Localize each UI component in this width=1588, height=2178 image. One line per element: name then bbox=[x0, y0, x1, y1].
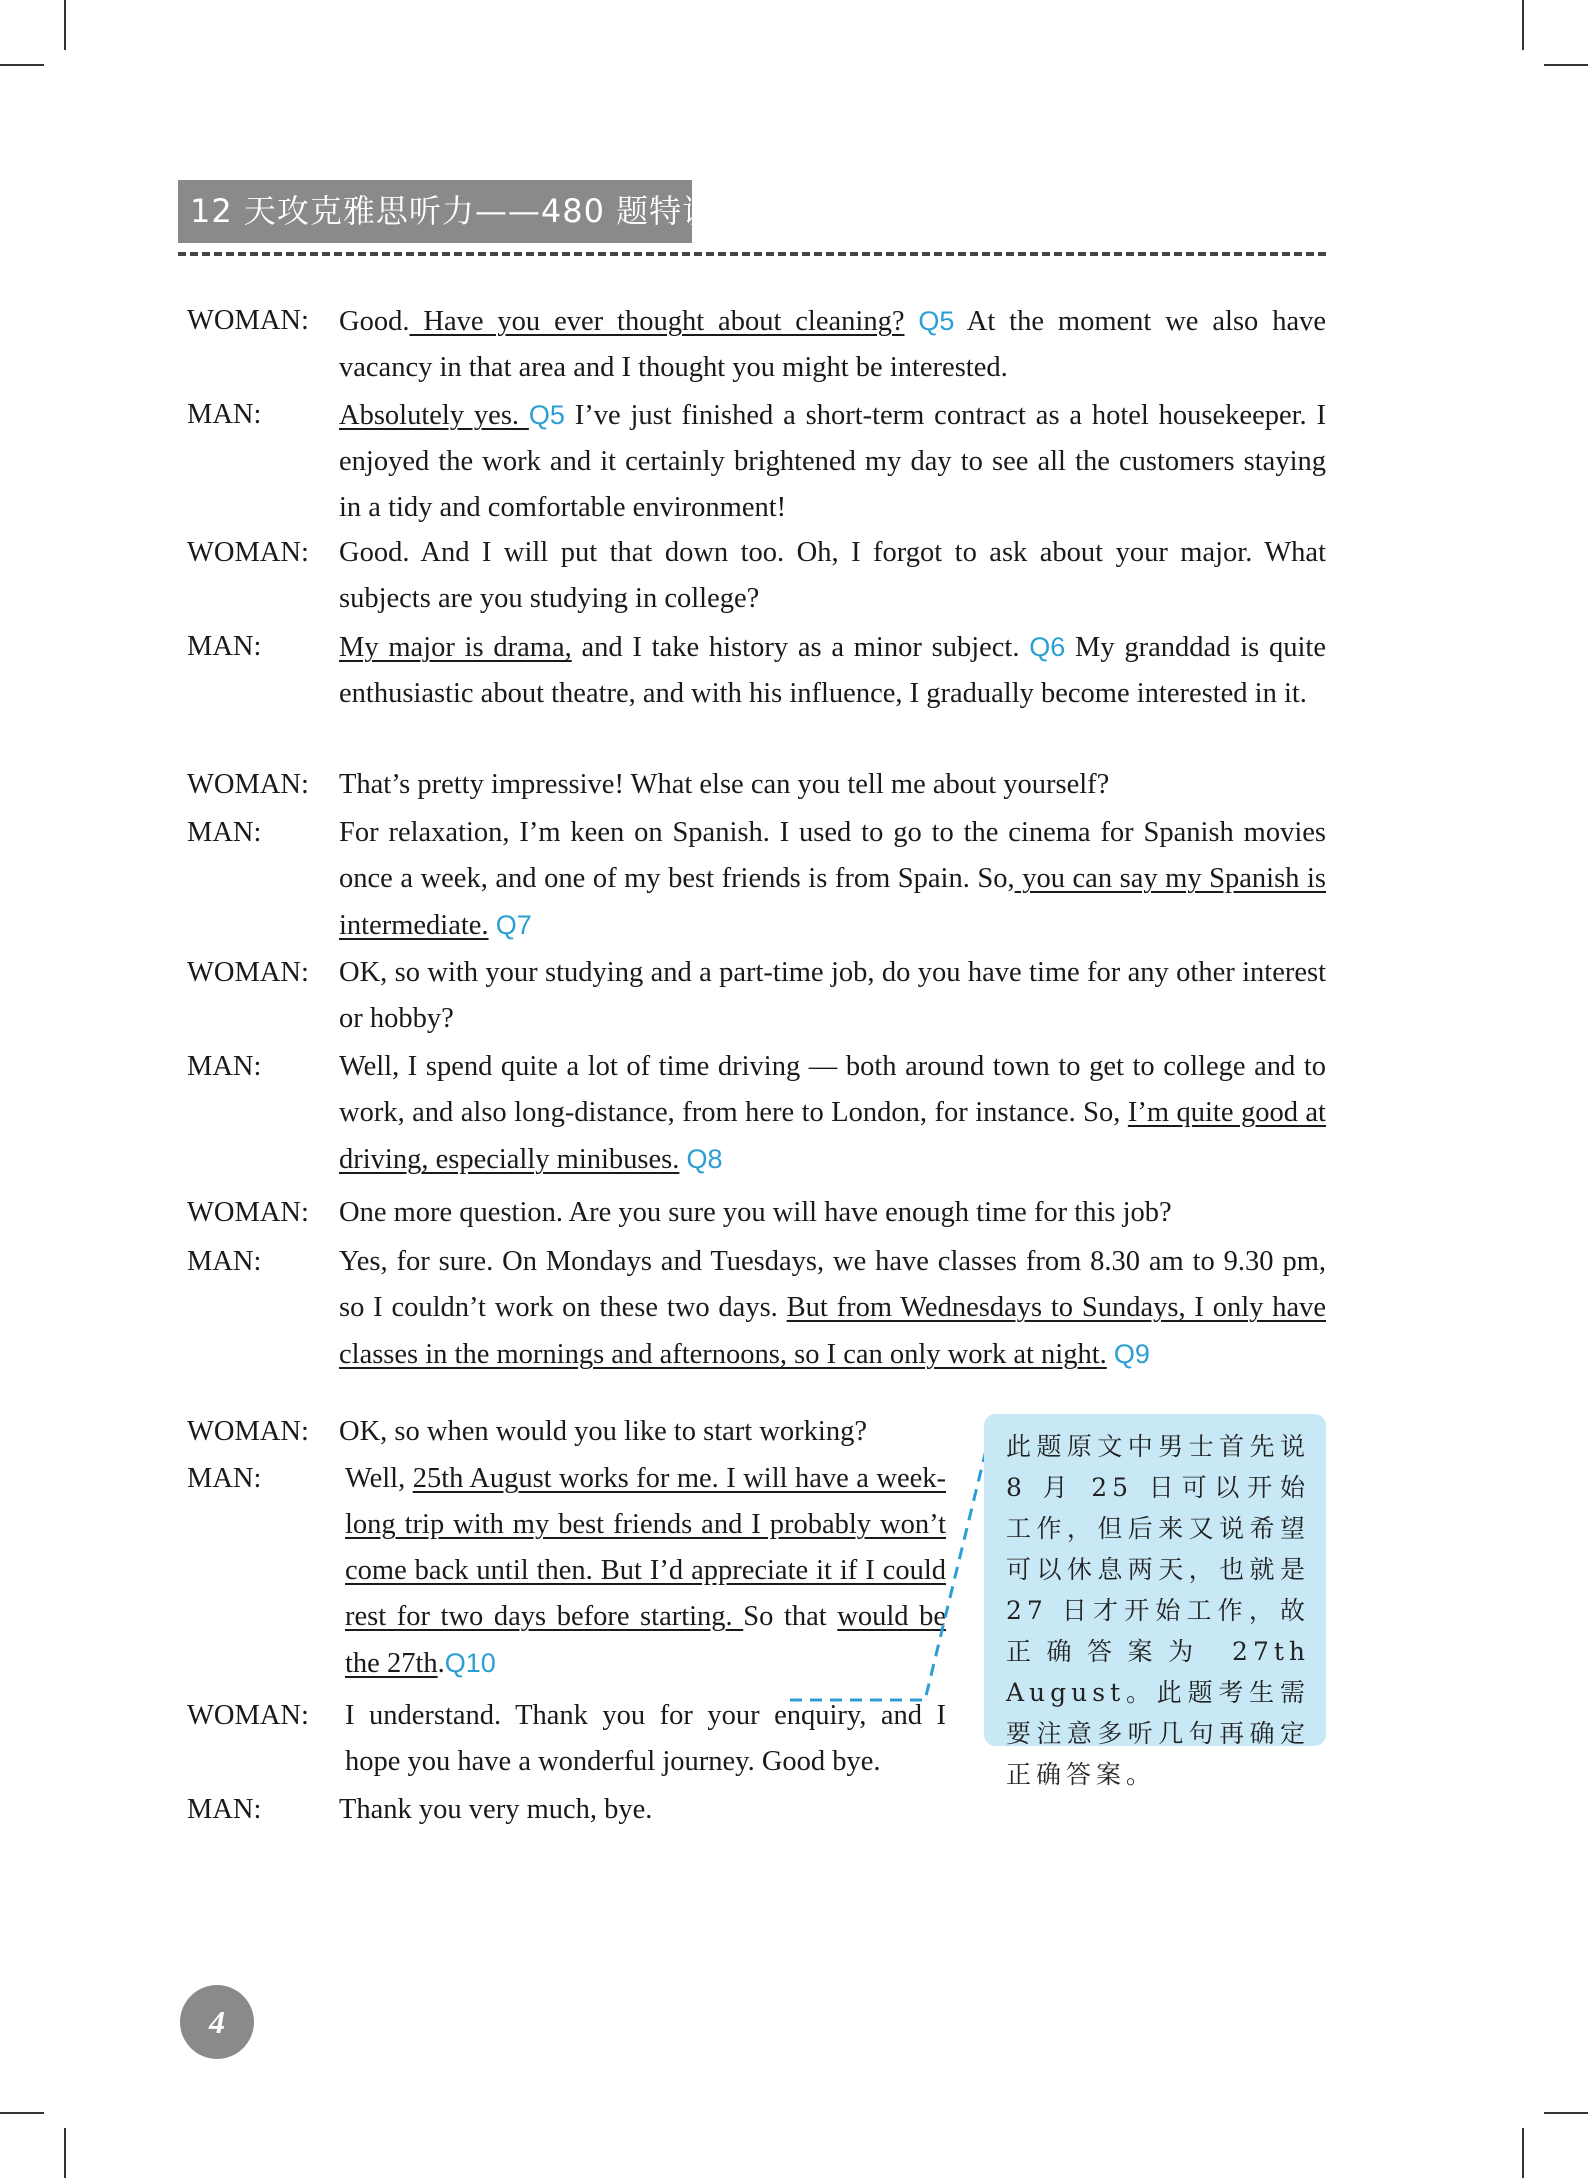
speaker-label: MAN: bbox=[187, 1246, 262, 1277]
speaker-label: MAN: bbox=[187, 1794, 262, 1825]
text-segment: At the moment we also have vacancy in that area and I thought you might be interested. bbox=[339, 306, 1326, 383]
speech-text bbox=[339, 530, 1326, 622]
crop-mark bbox=[1544, 2112, 1588, 2114]
speech-text bbox=[339, 810, 1326, 949]
crop-mark bbox=[1522, 0, 1524, 50]
text-segment: One more question. Are you sure you will have enough time for this job? bbox=[339, 1197, 1172, 1228]
crop-mark bbox=[1522, 2128, 1524, 2178]
speech-text bbox=[339, 392, 1326, 531]
text-segment: Good. And I will put that down too. Oh, I forgot to ask about your major. What subjects are you studying in college? bbox=[339, 537, 1326, 614]
text-segment: I’ve just finished a short-term contract as a hotel housekeeper. I enjoyed the work and it certainly brightened my day to see all the customers staying in a tidy and comfortable environment! bbox=[339, 400, 1326, 523]
speech-text bbox=[339, 624, 1326, 717]
underlined-answer-text: Absolutely yes. bbox=[339, 400, 529, 431]
speech-text bbox=[339, 1239, 1326, 1378]
text-segment: OK, so when would you like to start working? bbox=[339, 1416, 867, 1447]
speaker-label: WOMAN: bbox=[187, 1197, 309, 1228]
explanation-note: 此题原文中男士首先说 8 月 25 日可以开始工作，但后来又说希望可以休息两天，也就是 27 日才开始工作，故正确答案为 27th August。此题考生需要注意多听几句再确定正确答案。 bbox=[984, 1414, 1326, 1746]
question-marker: Q5 bbox=[918, 306, 955, 336]
speaker-label: WOMAN: bbox=[187, 305, 309, 336]
question-marker: Q7 bbox=[495, 910, 532, 940]
crop-mark bbox=[1544, 64, 1588, 66]
speaker-label: WOMAN: bbox=[187, 537, 309, 568]
text-segment: . bbox=[437, 1648, 445, 1679]
speaker-label: WOMAN: bbox=[187, 769, 309, 800]
speaker-label: MAN: bbox=[187, 817, 262, 848]
text-segment: My granddad is quite enthusiastic about theatre, and with his influence, I gradually become interested in it. bbox=[339, 632, 1326, 709]
text-segment: Thank you very much, bye. bbox=[339, 1794, 653, 1825]
speech-text bbox=[339, 298, 1326, 391]
underlined-answer-text: My major is drama, bbox=[339, 632, 572, 663]
book-title-header: 12 天攻克雅思听力——480 题特训版 bbox=[178, 180, 692, 243]
text-segment: For relaxation, I’m keen on Spanish. I used to go to the cinema for Spanish movies once a week, and one of my best friends is from Spain. So, bbox=[339, 817, 1326, 894]
text-segment: and I take history as a minor subject. bbox=[571, 632, 1030, 663]
question-marker: Q10 bbox=[444, 1648, 496, 1678]
speaker-label: MAN: bbox=[187, 399, 262, 430]
underlined-answer-text: But from Wednesdays to Sundays, I only have classes in the mornings and afternoons, so I can only work at night. bbox=[339, 1292, 1327, 1370]
page-number: 4 bbox=[180, 1985, 254, 2059]
speech-text bbox=[339, 1190, 1326, 1236]
speech-text bbox=[339, 762, 1326, 808]
text-segment: Good. bbox=[339, 306, 410, 337]
speech-text bbox=[339, 1787, 1326, 1833]
speaker-label: MAN: bbox=[187, 1051, 262, 1082]
question-marker: Q6 bbox=[1029, 632, 1066, 662]
speaker-label: WOMAN: bbox=[187, 1416, 309, 1447]
underlined-answer-text: 25th August works for me. I will have a week-long trip with my best friends and I probably won’t come back until then. But I’d appreciate it if I could rest for two days before starting. bbox=[345, 1463, 946, 1632]
text-segment: So that bbox=[743, 1601, 838, 1632]
text-segment bbox=[489, 910, 496, 941]
speaker-label: MAN: bbox=[187, 1463, 262, 1494]
speaker-label: MAN: bbox=[187, 631, 262, 662]
question-marker: Q9 bbox=[1113, 1339, 1150, 1369]
crop-mark bbox=[0, 64, 44, 66]
underlined-answer-text: you can say my Spanish is intermediate. bbox=[339, 863, 1326, 941]
underlined-answer-text: would be the 27th bbox=[345, 1601, 946, 1679]
crop-mark bbox=[64, 2128, 66, 2178]
annotation-connector bbox=[790, 1450, 990, 1710]
text-segment: OK, so with your studying and a part-time job, do you have time for any other interest or hobby? bbox=[339, 957, 1326, 1034]
header-divider bbox=[178, 252, 1326, 256]
underlined-answer-text: Have you ever thought about cleaning? bbox=[409, 306, 905, 337]
text-segment: Well, bbox=[345, 1463, 413, 1494]
text-segment: That’s pretty impressive! What else can you tell me about yourself? bbox=[339, 769, 1110, 800]
speech-text bbox=[339, 1044, 1326, 1183]
question-marker: Q5 bbox=[528, 400, 565, 430]
text-segment: Yes, for sure. On Mondays and Tuesdays, we have classes from 8.30 am to 9.30 pm, so I couldn’t work on these two days. bbox=[339, 1246, 1326, 1323]
underlined-answer-text: I’m quite good at driving, especially minibuses. bbox=[339, 1097, 1326, 1175]
text-segment bbox=[1107, 1339, 1114, 1370]
question-marker: Q8 bbox=[686, 1144, 723, 1174]
speech-text bbox=[339, 950, 1326, 1042]
crop-mark bbox=[64, 0, 66, 50]
text-segment: I understand. Thank you for your enquiry, and I hope you have a wonderful journey. Good bye. bbox=[345, 1700, 946, 1777]
crop-mark bbox=[0, 2112, 44, 2114]
speaker-label: WOMAN: bbox=[187, 1700, 309, 1731]
text-segment: Well, I spend quite a lot of time driving — both around town to get to college and to work, and also long-distance, from here to London, for instance. So, bbox=[339, 1051, 1326, 1128]
text-segment bbox=[904, 306, 918, 337]
speaker-label: WOMAN: bbox=[187, 957, 309, 988]
